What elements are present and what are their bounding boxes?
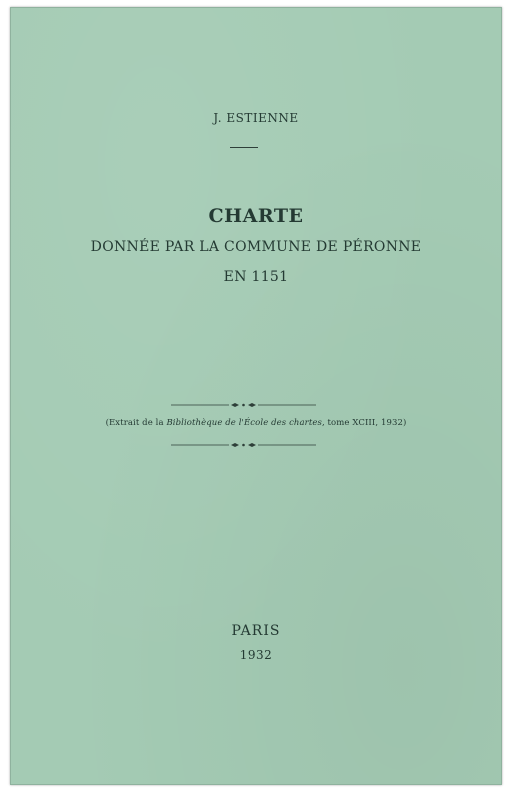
publication-city: PARIS <box>231 623 281 639</box>
journal-name: Bibliothèque de l'École des chartes <box>166 418 322 428</box>
extract-prefix: (Extrait de la <box>105 418 167 428</box>
document-title: CHARTE <box>208 205 304 227</box>
ornamental-rule-top <box>171 401 316 409</box>
extract-note <box>11 418 501 428</box>
ornamental-rule-bottom <box>171 441 316 449</box>
author-divider <box>230 147 258 148</box>
publication-year: 1932 <box>239 648 273 662</box>
document-date: EN 1151 <box>223 269 289 285</box>
author-name: J. ESTIENNE <box>213 111 299 125</box>
document-subtitle: DONNÉE PAR LA COMMUNE DE PÉRONNE <box>90 239 422 255</box>
extract-suffix: , tome XCIII, 1932) <box>321 418 407 428</box>
document-cover <box>10 7 502 785</box>
